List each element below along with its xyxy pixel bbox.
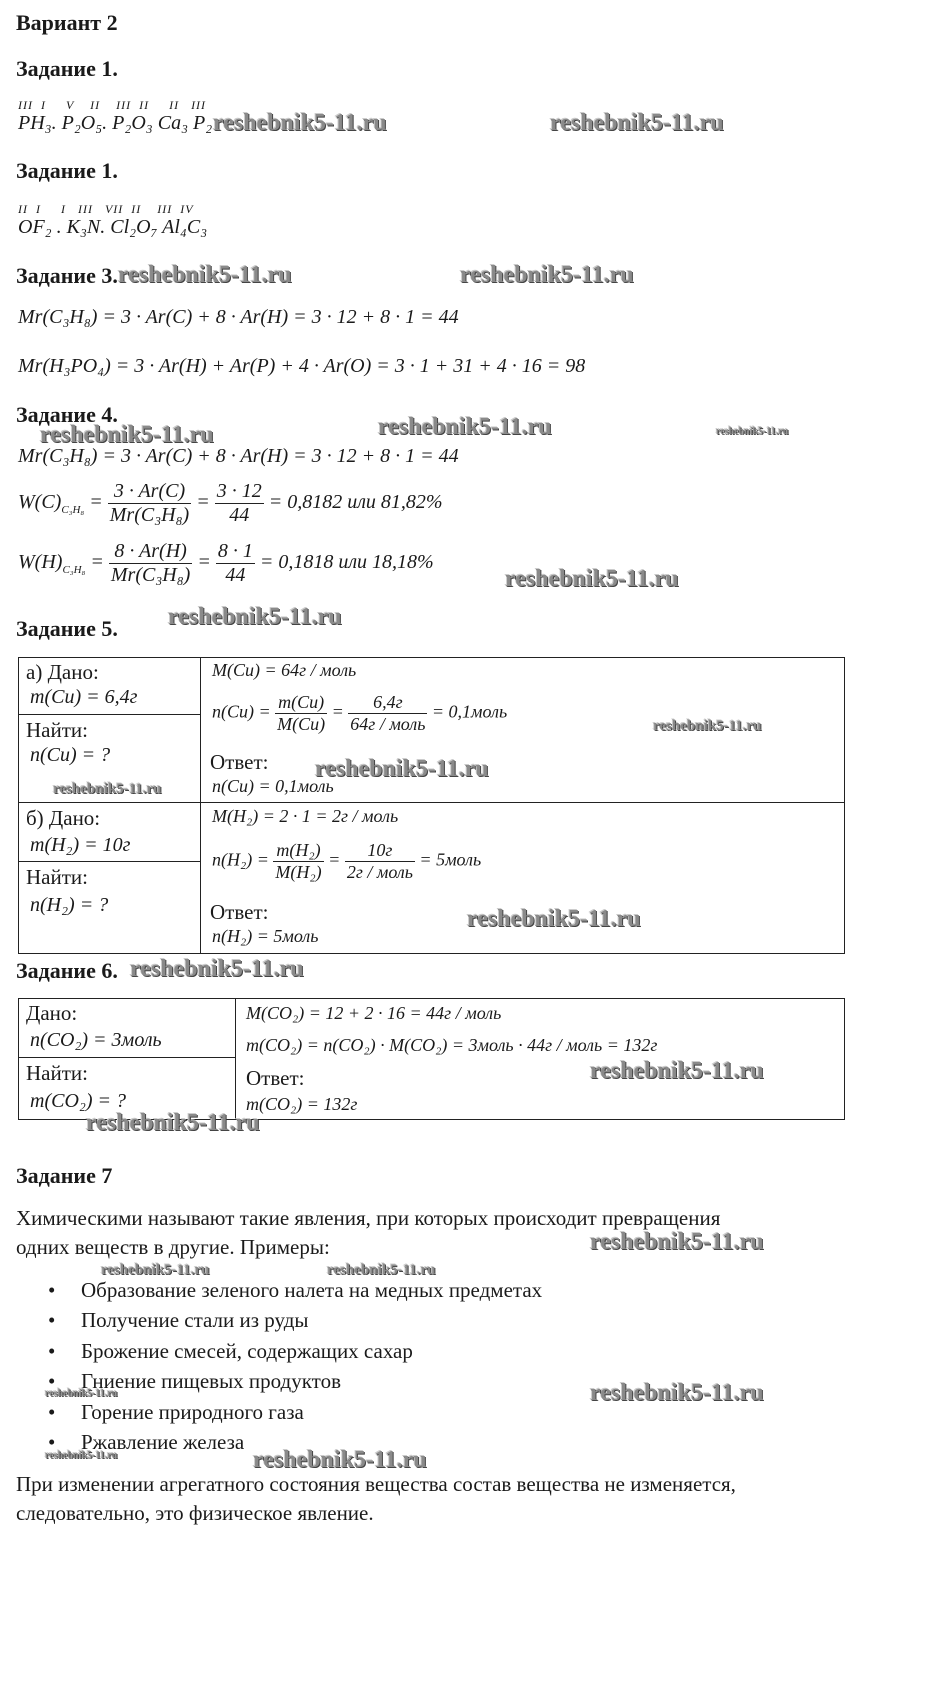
list-item: • Брожение смесей, содержащих сахар bbox=[81, 1339, 413, 1364]
watermark: reshebnik5-11.ru bbox=[460, 262, 634, 288]
list-item: • Получение стали из руды bbox=[81, 1308, 309, 1333]
task5b-given: m(H₂) = 10г bbox=[30, 834, 131, 856]
task5a-find-label: Найти: bbox=[26, 718, 88, 742]
watermark: reshebnik5-11.ru bbox=[590, 1229, 764, 1255]
task5-heading: Задание 5. bbox=[16, 616, 118, 641]
task1a-valences: III I V II III II II III bbox=[18, 98, 207, 112]
task7-intro-line2: одних веществ в другие. Примеры: bbox=[16, 1235, 330, 1259]
task5b-find-label: Найти: bbox=[26, 865, 88, 889]
task6-heading: Задание 6. bbox=[16, 958, 118, 983]
list-item: • Горение природного газа bbox=[81, 1400, 304, 1425]
task7-outro-line1: При изменении агрегатного состояния вещества состав вещества не изменяется, bbox=[16, 1472, 736, 1496]
watermark: reshebnik5-11.ru bbox=[505, 566, 679, 592]
task5b-answer-label: Ответ: bbox=[210, 900, 269, 924]
task5b-calc: n(H₂) = $\frac{\text{m(H₂)}}{\text{M(H₂)}}$ = $\frac{10г}{\text{2г / моль}}$ = 5моль bbox=[212, 840, 482, 882]
watermark: reshebnik5-11.ru bbox=[378, 414, 552, 440]
task6-answer-label: Ответ: bbox=[246, 1066, 305, 1090]
task4-wh-formula: $W(H)_{C_3H_8}$ = $\frac{8 \cdot Ar(H)}{\text{Mr(C₃H₈)}}$ = $\frac{8 \cdot 1}{44}$ = 0,1818 или 18,18% bbox=[18, 540, 434, 586]
task1b-heading: Задание 1. bbox=[16, 158, 118, 183]
watermark: reshebnik5-11.ru bbox=[130, 956, 304, 982]
watermark: reshebnik5-11.ru bbox=[653, 718, 762, 734]
task4-heading: Задание 4. bbox=[16, 402, 118, 427]
task3-line2: Mr(H₃PO₄) = 3 · Ar(H) + Ar(P) + 4 · Ar(O) = 3 · 1 + 31 + 4 · 16 = 98 bbox=[18, 355, 586, 377]
task5a-molar: M(Cu) = 64г / моль bbox=[212, 660, 357, 680]
list-item: • Гниение пищевых продуктов bbox=[81, 1369, 341, 1394]
fraction: $\frac{\text{m(H₂)}}{\text{M(H₂)}}$ bbox=[275, 840, 322, 882]
task1a-formula: PH₃. P₂O₅. P₂O₃ Ca₃ P₂ bbox=[18, 112, 213, 134]
task5b-given-label: б) Дано: bbox=[26, 806, 101, 830]
task4-wc-formula: $W(C)_{C_3H_8}$ = $\frac{3 \cdot Ar(C)}{\text{Mr(C₃H₈)}}$ = $\frac{3 \cdot 12}{44}$ = 0,8182 или 81,82% bbox=[18, 480, 443, 526]
watermark: reshebnik5-11.ru bbox=[45, 1450, 118, 1461]
fraction: $\frac{8 \cdot 1}{44}$ bbox=[217, 540, 253, 586]
task5b-find: n(H₂) = ? bbox=[30, 894, 109, 916]
watermark: reshebnik5-11.ru bbox=[253, 1447, 427, 1473]
fraction: $\frac{6,4г}{\text{64г / моль}}$ bbox=[350, 692, 426, 734]
page-title: Вариант 2 bbox=[16, 10, 118, 35]
fraction: $\frac{3 \cdot Ar(C)}{\text{Mr(C₃H₈)}}$ bbox=[109, 480, 190, 526]
task6-find: m(CO₂) = ? bbox=[30, 1090, 126, 1112]
fraction: $\frac{3 \cdot 12}{44}$ bbox=[216, 480, 262, 526]
watermark: reshebnik5-11.ru bbox=[716, 426, 789, 437]
watermark: reshebnik5-11.ru bbox=[213, 110, 387, 136]
list-item: • Образование зеленого налета на медных предметах bbox=[81, 1278, 542, 1303]
task1b-valences: II I I III VII II III IV bbox=[18, 202, 194, 216]
watermark: reshebnik5-11.ru bbox=[550, 110, 724, 136]
task7-outro-line2: следовательно, это физическое явление. bbox=[16, 1501, 374, 1525]
task3-heading: Задание 3. bbox=[16, 263, 118, 288]
task7-heading: Задание 7 bbox=[16, 1163, 113, 1188]
task3-line1: Mr(C₃H₈) = 3 · Ar(C) + 8 · Ar(H) = 3 · 12 + 8 · 1 = 44 bbox=[18, 306, 459, 328]
watermark: reshebnik5-11.ru bbox=[590, 1058, 764, 1084]
task5a-given: m(Cu) = 6,4г bbox=[30, 686, 138, 708]
watermark: reshebnik5-11.ru bbox=[101, 1262, 210, 1278]
task5a-calc: n(Cu) = $\frac{m(Cu)}{M(Cu)}$ = $\frac{6,4г}{\text{64г / моль}}$ = 0,1моль bbox=[212, 692, 508, 734]
task1a-heading: Задание 1. bbox=[16, 56, 118, 81]
watermark: reshebnik5-11.ru bbox=[168, 604, 342, 630]
task6-answer: m(CO₂) = 132г bbox=[246, 1094, 358, 1114]
list-item: • Ржавление железа bbox=[81, 1430, 244, 1455]
watermark: reshebnik5-11.ru bbox=[327, 1262, 436, 1278]
task6-given: n(CO₂) = 3моль bbox=[30, 1029, 162, 1051]
watermark: reshebnik5-11.ru bbox=[118, 262, 292, 288]
fraction: $\frac{m(Cu)}{M(Cu)}$ bbox=[277, 692, 326, 734]
task6-given-label: Дано: bbox=[26, 1001, 78, 1025]
watermark: reshebnik5-11.ru bbox=[53, 781, 162, 797]
watermark: reshebnik5-11.ru bbox=[40, 422, 214, 448]
task5a-answer-label: Ответ: bbox=[210, 750, 269, 774]
task5a-answer: n(Cu) = 0,1моль bbox=[212, 776, 334, 796]
fraction: $\frac{10г}{\text{2г / моль}}$ bbox=[346, 840, 413, 882]
task6-find-label: Найти: bbox=[26, 1061, 88, 1085]
task4-line1: Mr(C₃H₈) = 3 · Ar(C) + 8 · Ar(H) = 3 · 12 + 8 · 1 = 44 bbox=[18, 445, 459, 467]
task1b-formula: OF₂ . K₃N. Cl₂O₇ Al₄C₃ bbox=[18, 216, 208, 238]
task6-calc: m(CO₂) = n(CO₂) · M(CO₂) = 3моль · 44г / моль = 132г bbox=[246, 1035, 658, 1055]
task5b-answer: n(H₂) = 5моль bbox=[212, 926, 319, 946]
task5a-find: n(Cu) = ? bbox=[30, 744, 111, 766]
fraction: $\frac{8 \cdot Ar(H)}{\text{Mr(C₃H₈)}}$ bbox=[110, 540, 191, 586]
watermark: reshebnik5-11.ru bbox=[467, 906, 641, 932]
watermark: reshebnik5-11.ru bbox=[45, 1388, 118, 1399]
task5b-molar: M(H₂) = 2 · 1 = 2г / моль bbox=[212, 806, 399, 826]
task7-intro-line1: Химическими называют такие явления, при которых происходит превращения bbox=[16, 1206, 721, 1230]
task5a-given-label: а) Дано: bbox=[26, 660, 99, 684]
watermark: reshebnik5-11.ru bbox=[315, 756, 489, 782]
watermark: reshebnik5-11.ru bbox=[86, 1110, 260, 1136]
watermark: reshebnik5-11.ru bbox=[590, 1380, 764, 1406]
task6-molar: M(CO₂) = 12 + 2 · 16 = 44г / моль bbox=[246, 1003, 502, 1023]
